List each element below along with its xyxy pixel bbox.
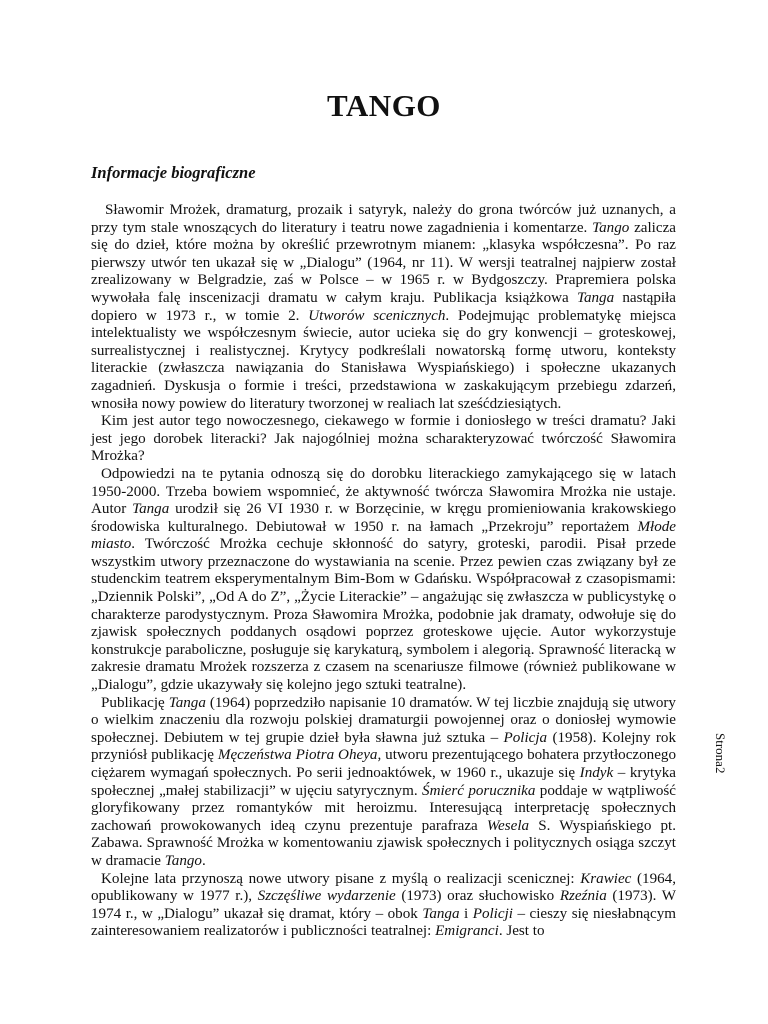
text-run: Kolejne lata przynoszą nowe utwory pisane z myślą o realizacji scenicznej: bbox=[101, 870, 581, 887]
italic-title: Młode miasto bbox=[91, 518, 676, 553]
paragraph bbox=[91, 871, 676, 941]
text-run: . Jest to bbox=[498, 923, 545, 940]
italic-title: Indyk bbox=[579, 765, 614, 781]
italic-title: Tango bbox=[164, 852, 202, 869]
italic-title: Szczęśliwe wydarzenie bbox=[257, 888, 396, 905]
italic-title: Tanga bbox=[576, 289, 615, 306]
section-heading: Informacje biograficzne bbox=[91, 163, 256, 182]
text-run: (1964, opublikowany w 1977 r.), bbox=[91, 870, 676, 905]
page-title: TANGO bbox=[327, 88, 441, 123]
text-run: (1973) oraz słuchowisko bbox=[395, 888, 560, 905]
text-run: . bbox=[201, 852, 206, 869]
text-run: poddaje w wątpliwość gloryfikowany przez romantyków mit heroizmu. Interesującą interpretację społecznych zachowań prowokowanych ideą czynu prezentuje parafraza bbox=[91, 782, 677, 834]
text-run: utworu prezentującego bohatera przytłoczonego ciężarem wymagań społecznych. Po serii jednoaktówek, w 1960 r., ukazuje się bbox=[91, 747, 677, 781]
paragraph bbox=[91, 413, 676, 466]
paragraph bbox=[91, 695, 676, 871]
text-run: (1973). W 1974 r., w „Dialogu” ukazał się dramat, który – obok bbox=[91, 888, 676, 922]
italic-title: Tanga bbox=[422, 905, 460, 922]
text-run: urodził się 26 VI 1930 r. w Borzęcinie, w kręgu promieniowania krakowskiego środowiska kulturalnego. Debiutował w 1950 r. na łamach „Przekroju” reportażem bbox=[91, 501, 676, 535]
page-number-label: Strona2 bbox=[713, 733, 728, 774]
text-run: zalicza się do dzieł, które można by określić przewrotnym mianem: „klasyka współczesna”. Po raz pierwszy utwór ten ukazał się w „Dialogu” (1964, nr 11). W wersji teatralnej najpierw został zrealizowany w Belgradzie, zaś w Polsce – w 1965 r. w Bydgoszczy. Prapremiera polska wywołała falę inscenizacji dramatu w całym kraju. Publikacja książkowa bbox=[91, 219, 676, 306]
text-run: Publikację bbox=[101, 694, 169, 711]
text-run: S. Wyspiańskiego pt. Zabawa. Sprawność Mrożka w komentowaniu zjawisk społecznych i politycznych osiąga szczyt w dramacie bbox=[91, 817, 677, 869]
text-run: Sławomir Mrożek, dramaturg, prozaik i satyryk, należy do grona twórców już uznanych, a przy tym stale wnoszących do literatury i teatru nowe zagadnienia i komentarze. bbox=[91, 202, 676, 236]
text-run: i bbox=[459, 905, 473, 922]
italic-title: Tango bbox=[592, 219, 630, 236]
italic-title: Emigranci bbox=[435, 923, 499, 940]
italic-title: Męczeństwa Piotra Oheya, bbox=[217, 747, 382, 764]
text-run: nastąpiła dopiero w 1973 r., w tomie 2. bbox=[91, 289, 677, 324]
text-run: (1958). Kolejny rok przyniósł publikację bbox=[91, 729, 676, 764]
text-run: Odpowiedzi na te pytania odnoszą się do dorobku literackiego zamykającego się w latach 1950-2000. Trzeba bowiem wspomnieć, że aktywność twórcza Sławomira Mrożka nie ustaje. Autor bbox=[91, 465, 676, 518]
text-run: – krytyka społecznej „małej stabilizacji” w ujęciu satyrycznym. bbox=[91, 765, 676, 799]
italic-title: Wesela bbox=[486, 817, 530, 834]
italic-title: Tanga bbox=[132, 501, 170, 518]
text-run: . Podejmując problematykę miejsca intelektualisty we współczesnym świecie, autor ucieka się do gry konwencji – groteskowej, surrealistycznej i realistycznej. Krytycy podkreślali nowatorską formę utworu, konteksty literackie (zwłaszcza nawiązania do Stanisława Wyspiańskiego) i społeczne ukazanych zagadnień. Dyskusja o formie i treści, przedstawiona w zaskakującym przebiegu zdarzeń, wnosiła nowy powiew do literatury tworzonej w realiach lat sześćdziesiątych. bbox=[91, 307, 676, 412]
text-run: – cieszy się niesłabnącym zainteresowaniem realizatorów i publiczności teatralnej: bbox=[91, 905, 676, 940]
paragraph bbox=[91, 202, 676, 413]
italic-title: Rzeźnia bbox=[559, 888, 607, 905]
italic-title: Tanga bbox=[168, 694, 206, 711]
text-run: Kim jest autor tego nowoczesnego, ciekawego w formie i doniosłego w treści dramatu? Jaki jest jego dorobek literacki? Jak najogólniej można scharakteryzować twórczość Sławomira Mrożka? bbox=[91, 413, 676, 465]
body-text bbox=[91, 202, 676, 941]
paragraph bbox=[91, 466, 676, 695]
text-run: (1964) poprzedziło napisanie 10 dramatów. W tej liczbie znajdują się utwory o wielkim znaczeniu dla rozwoju polskiej dramaturgii powojennej oraz o doniosłej wymowie społecznej. Debiutem w tej grupie dzieł była sławna już sztuka – bbox=[91, 694, 676, 746]
italic-title: Policji bbox=[472, 905, 513, 922]
text-run: . Twórczość Mrożka cechuje skłonność do satyry, groteski, parodii. Pisał przede wszystkim utwory przeznaczone do wystawiania na scenie. Przez pewien czas związany był ze studenckim teatrem eksperymentalnym Bim-Bom w Gdańsku. Współpracował z czasopismami: „Dziennik Polski”, „Od A do Z”, „Życie Literackie” – angażując się zwłaszcza w publicystykę o charakterze parodystycznym. Proza Sławomira Mrożka, podobnie jak dramaty, odwołuje się do zjawisk społecznych poddanych osądowi poprzez groteskowe ujęcie. Autor wykorzystuje konstrukcje paraboliczne, posługuje się karykaturą, symbolem i alegorią. Sprawność literacką w zakresie dramatu Mrożek rozszerza z czasem na scenariusze filmowe (również publikowane w „Dialogu”, gdzie ukazywały się kolejno jego sztuki teatralne). bbox=[91, 536, 676, 694]
italic-title: Krawiec bbox=[580, 870, 632, 887]
italic-title: Utworów scenicznych bbox=[308, 307, 446, 324]
italic-title: Policja bbox=[503, 729, 548, 746]
italic-title: Śmierć porucznika bbox=[422, 782, 536, 799]
